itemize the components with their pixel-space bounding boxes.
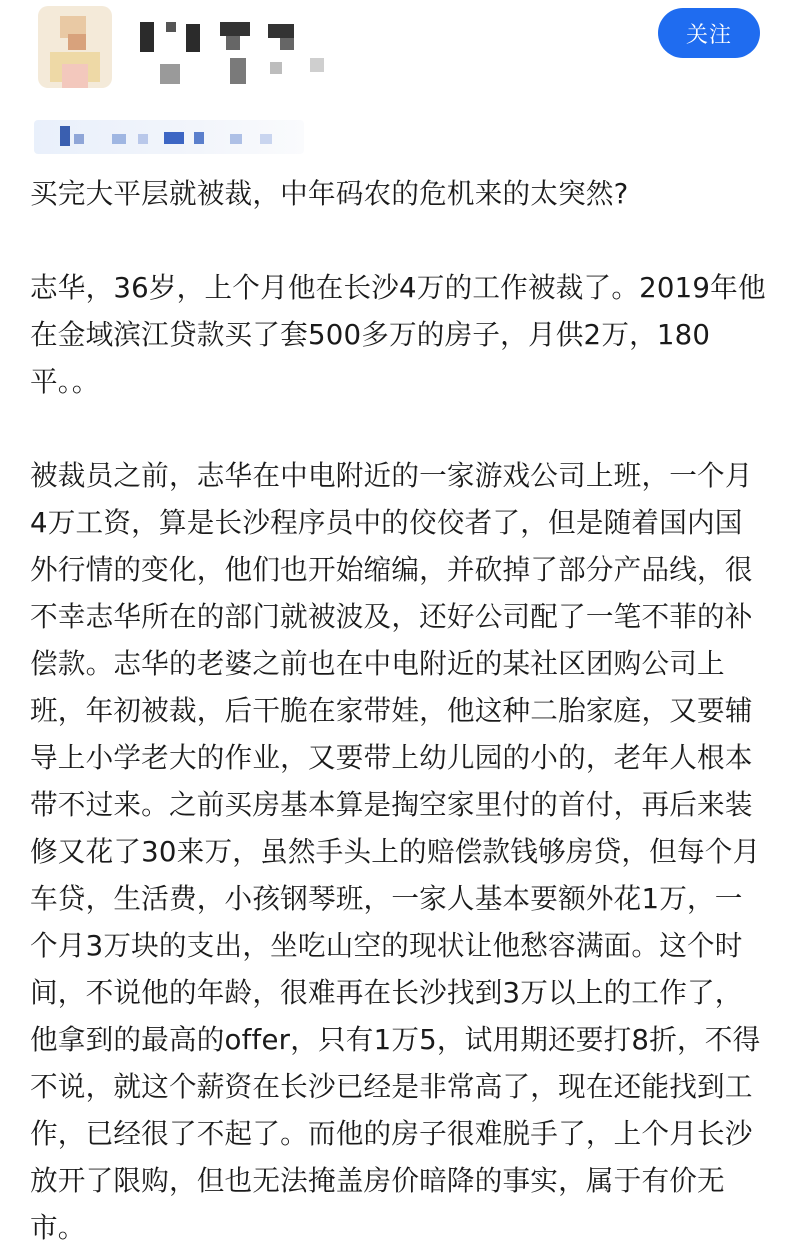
post-paragraph: 被裁员之前，志华在中电附近的一家游戏公司上班，一个月4万工资，算是长沙程序员中的佼佼者了，但是随着国内国外行情的变化，他们也开始缩编，并砍掉了部分产品线，很不幸志华所在的部门就被波及，还好公司配了一笔不菲的补偿款。志华的老婆之前也在中电附近的某社区团购公司上班，年初被裁，后干脆在家带娃，他这种二胎家庭，又要辅导上小学老大的作业，又要带上幼儿园的小的，老年人根本带不过来。之前买房基本算是掏空家里付的首付，再后来装修又花了30来万，虽然手头上的赔偿款钱够房贷，但每个月车贷，生活费，小孩钢琴班，一家人基本要额外花1万，一个月3万块的支出，坐吃山空的现状让他愁容满面。这个时间，不说他的年龄，很难再在长沙找到3万以上的工作了，他拿到的最高的offer，只有1万5，试用期还要打8折，不得不说，就这个薪资在长沙已经是非常高了，现在还能找到工作，已经很了不起了。而他的房子很难脱手了，上个月长沙放开了限购，但也无法掩盖房价暗降的事实，属于有价无市。 [30, 459, 761, 1244]
post-meta-blurred [34, 120, 304, 154]
avatar[interactable] [38, 6, 112, 88]
username-blurred[interactable] [130, 18, 370, 88]
post-title: 买完大平层就被裁，中年码农的危机来的太突然? [30, 177, 629, 210]
follow-button[interactable]: 关注 [658, 8, 760, 58]
post-body [30, 170, 770, 1251]
post-header [0, 0, 791, 160]
paragraph-spacer [30, 405, 770, 452]
paragraph-spacer [30, 217, 770, 264]
post-paragraph: 志华，36岁，上个月他在长沙4万的工作被裁了。2019年他在金域滨江贷款买了套500多万的房子，月供2万，180平。。 [30, 271, 766, 398]
